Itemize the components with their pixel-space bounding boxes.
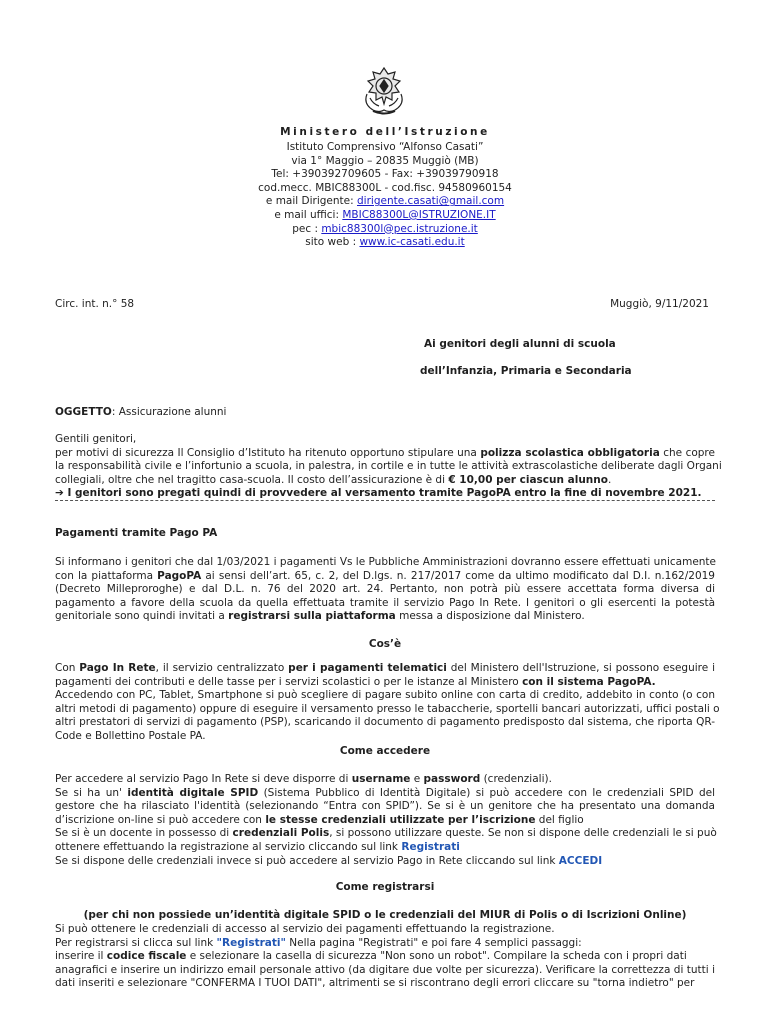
- accedi-link[interactable]: ACCEDI: [558, 854, 603, 867]
- dirigente-email-line: e mail Dirigente: dirigente.casati@gmail.com: [265, 195, 505, 208]
- registrati-quoted-link[interactable]: "Registrati": [216, 936, 286, 949]
- accedere-paragraph: Per accedere al servizio Pago In Rete si deve disporre di username e password (credenziali). Se si ha un' identità digitale SPID (Sistema Pubblico di Identità Digitale) si può accedere con le credenziali SPID del gestore che ha rilasciato l'identità (selezionando “Entra con SPID”). Se si è un genitore che ha presentato una domanda d’iscrizione on-line si può accedere con le stesse credenziali utilizzate per l’iscrizione del figlio Se si è un docente in possesso di credenziali Polis, si possono utilizzare queste. Se non si dispone delle credenziali le si può ottenere effettuando la registrazione al servizio cliccando sul link Registrati Se si dispone delle credenziali invece si può accedere al servizio Pago in Rete cliccando sul link ACCEDI: [55, 773, 717, 867]
- pagamenti-paragraph: Si informano i genitori che dal 1/03/2021 i pagamenti Vs le Pubbliche Amministrazioni dovranno essere effettuati unicamente con la piattaforma PagoPA ai sensi dell’art. 65, c. 2, del D.lgs. n. 217/2017 come da ultimo modificato dal D.I. n.162/2019 (Decreto Milleproroghe) e dal D.L. n. 76 del 2020 art. 24. Pertanto, non potrà più essere accettata forma diversa di pagamento a favore della scuola da quella effettuata tramite il servizio Pago In Rete. I genitori o gli esercenti la potestà genitoriale sono quindi invitati a registrarsi sulla piattaforma messa a disposizione dal Ministero.: [55, 556, 717, 623]
- cost-emphasis: € 10,00 per ciascun alunno: [448, 473, 608, 486]
- recipients-line-1: Ai genitori degli alunni di scuola: [424, 338, 616, 350]
- dashed-divider: [55, 500, 715, 501]
- school-letterhead: [0, 141, 770, 250]
- pagamenti-heading: Pagamenti tramite Pago PA: [55, 527, 218, 539]
- subject-label: OGGETTO: [55, 406, 112, 418]
- polizza-emphasis: polizza scolastica obbligatoria: [480, 446, 660, 459]
- website-line: sito web : www.ic-casati.edu.it: [305, 236, 465, 249]
- cose-paragraph: Con Pago In Rete, il servizio centralizzato per i pagamenti telematici del Ministero dell'Istruzione, si possono eseguire i pagamenti dei contributi e delle tasse per i servizi scolastici o per le istanze al Ministero con il sistema PagoPA. Accedendo con PC, Tablet, Smartphone si può scegliere di pagare subito online con carta di credito, addebito in conto (o con altri metodi di pagamento) oppure di eseguire il versamento presso le tabaccherie, sportelli bancari autorizzati, uffici postali o altri prestatori di servizi di pagamento (PSP), scaricando il documento di pagamento predisposto dal sistema, che riporta QR- Code e Bollettino Postale PA.: [55, 662, 720, 742]
- pec-line: pec : mbic88300l@pec.istruzione.it: [292, 222, 478, 235]
- pec-email-link[interactable]: mbic88300l@pec.istruzione.it: [321, 222, 478, 235]
- school-name: Istituto Comprensivo “Alfonso Casati”: [286, 141, 484, 153]
- dirigente-email-link[interactable]: dirigente.casati@gmail.com: [357, 195, 505, 208]
- accedere-heading: Come accedere: [339, 745, 431, 757]
- place-date: Muggiò, 9/11/2021: [610, 298, 709, 310]
- website-link[interactable]: www.ic-casati.edu.it: [359, 236, 465, 249]
- uffici-email-link[interactable]: MBIC88300L@ISTRUZIONE.IT: [342, 208, 496, 221]
- registrarsi-paragraph: Si può ottenere le credenziali di accesso al servizio dei pagamenti effettuando la registrazione. Per registrarsi si clicca sul link "Registrati" Nella pagina "Registrati" e poi fare 4 semplici passaggi: inserire il codice fiscale e selezionare la casella di sicurezza "Non sono un robot". Compilare la scheda con i propri dati anagrafici e inserire un indirizzo email personale attivo (da digitare due volte per sicurezza). Verificare la correttezza di tutti i dati inseriti e selezionare "CONFERMA I TUOI DATI", altrimenti se si riscontrano degli errori cliccare su "torna indietro" per: [55, 923, 715, 990]
- recipients-line-2: dell’Infanzia, Primaria e Secondaria: [420, 365, 632, 377]
- intro-paragraph: Gentili genitori, per motivi di sicurezza Il Consiglio d’Istituto ha ritenuto opportuno stipulare una polizza scolastica obbligatoria che copre la responsabilità civile e l’infortunio a scuola, in palestra, in cortile e in tutte le attività extrascolastiche deliberate dagli Organi collegiali, oltre che nel tragitto casa-scuola. Il costo dell’assicurazione è di € 10,00 per ciascun alunno. ➔ I genitori sono pregati quindi di provvedere al versamento tramite PagoPA entro la fine di novembre 2021.: [55, 433, 722, 500]
- subject-text: : Assicurazione alunni: [111, 406, 227, 418]
- registrarsi-subtitle: (per chi non possiede un’identità digitale SPID o le credenziali del MIUR di Polis o di Iscrizioni Online): [83, 909, 687, 921]
- subject-line: [55, 406, 226, 418]
- registrarsi-heading: Come registrarsi: [335, 881, 435, 893]
- registrati-link[interactable]: Registrati: [401, 840, 460, 853]
- school-codes: cod.mecc. MBIC88300L - cod.fisc. 94580960154: [258, 181, 512, 194]
- greeting: Gentili genitori,: [55, 433, 137, 445]
- ministry-title: Ministero dell’Istruzione: [280, 126, 490, 138]
- uffici-email-line: e mail uffici: MBIC88300L@ISTRUZIONE.IT: [274, 208, 496, 221]
- school-phone: Tel: +390392709605 - Fax: +39039790918: [271, 168, 499, 181]
- school-address: via 1° Maggio – 20835 Muggiò (MB): [291, 154, 479, 167]
- circular-number: Circ. int. n.° 58: [55, 298, 135, 310]
- payment-deadline-notice: ➔ I genitori sono pregati quindi di provvedere al versamento tramite PagoPA entro la fine di novembre 2021.: [55, 487, 702, 500]
- cose-heading: Cos’è: [368, 638, 402, 650]
- republic-emblem-icon: [359, 64, 409, 116]
